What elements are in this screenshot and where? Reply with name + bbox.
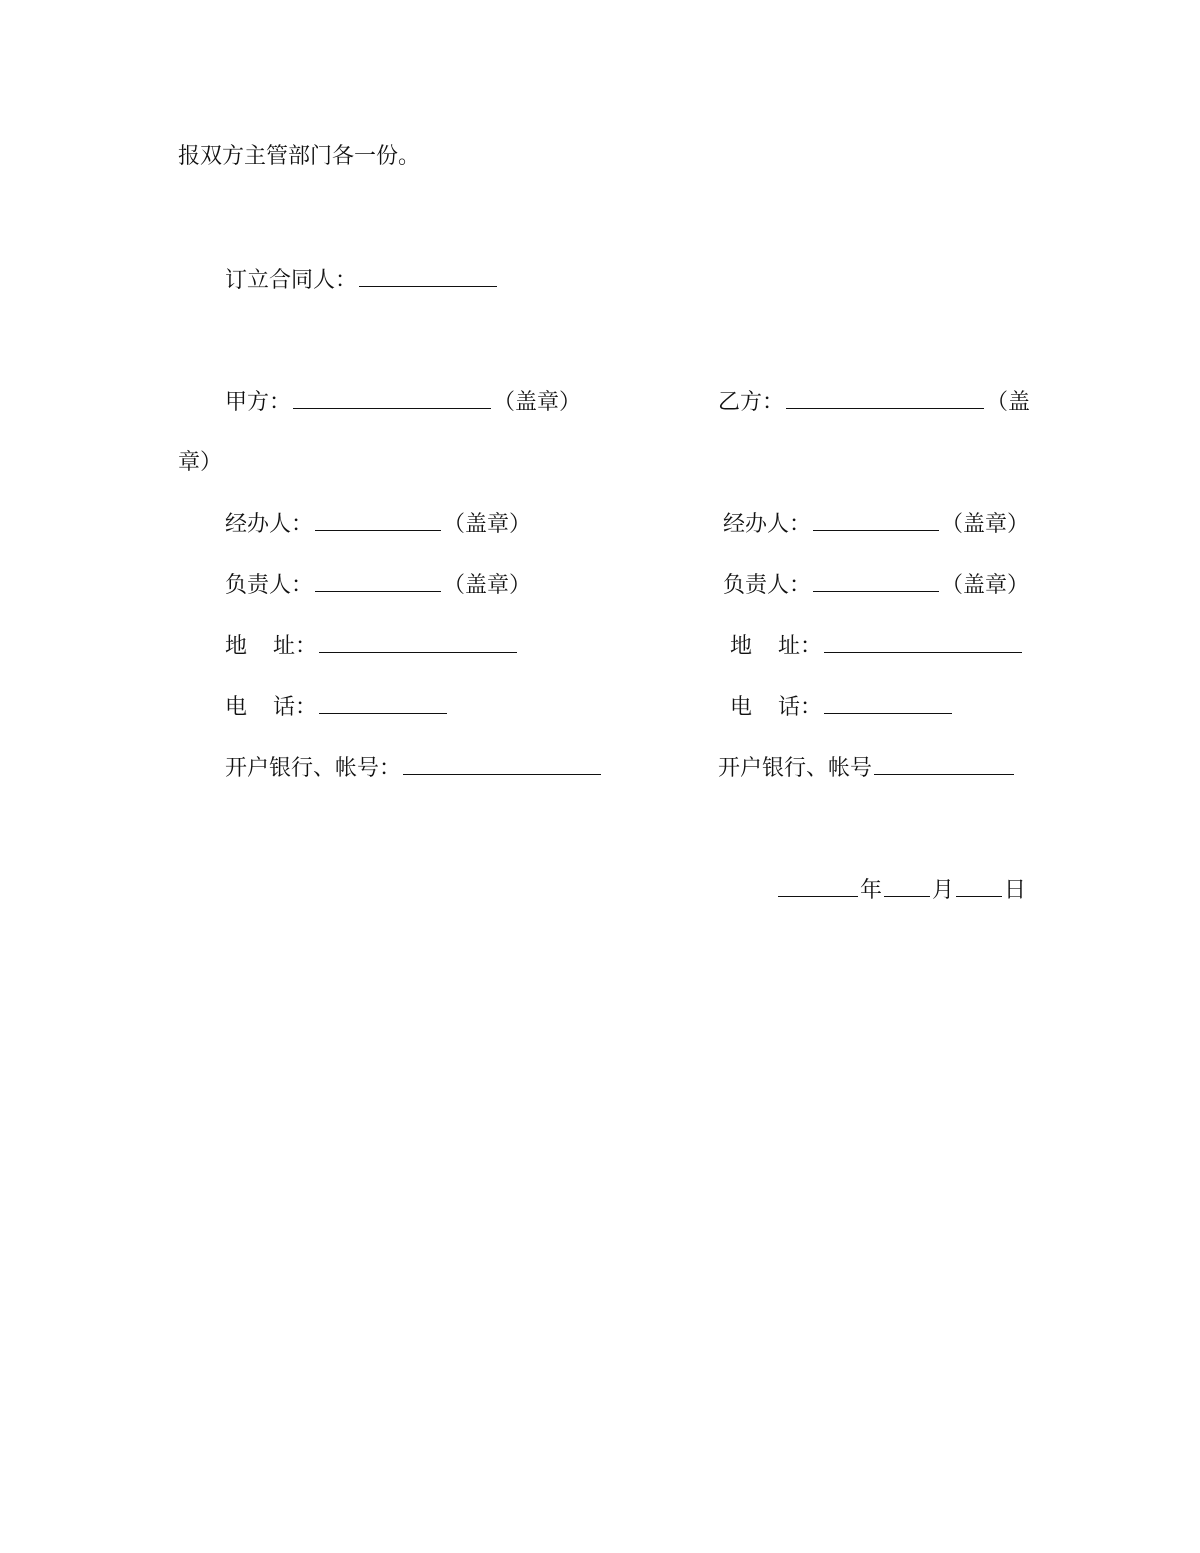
contract-signer-blank[interactable] <box>359 264 497 287</box>
date-year-blank[interactable] <box>778 874 858 897</box>
party-b-agent-label: 经办人： <box>723 512 812 537</box>
party-a-agent-blank[interactable] <box>315 508 441 531</box>
party-b-responsible-row <box>723 569 1029 601</box>
party-b-bank-row <box>718 752 1016 784</box>
body-continuation-text <box>178 142 420 172</box>
party-a-responsible-seal: （盖章） <box>443 573 532 598</box>
party-a-bank-blank[interactable] <box>403 752 601 775</box>
party-b-address-blank[interactable] <box>824 630 1022 653</box>
party-a-responsible-row <box>225 569 531 601</box>
party-b-label: 乙方： <box>718 390 785 415</box>
party-b-phone-blank[interactable] <box>824 691 952 714</box>
party-b-address-row <box>730 630 1024 662</box>
party-a-phone-char2: 话： <box>273 695 318 720</box>
date-month-blank[interactable] <box>884 874 930 897</box>
party-a-agent-seal: （盖章） <box>443 512 532 537</box>
date-row <box>776 874 1026 906</box>
continuation-text: 报双方主管部门各一份。 <box>178 144 421 169</box>
party-a-phone-blank[interactable] <box>319 691 447 714</box>
party-b-row <box>718 386 1030 418</box>
contract-signer-label: 订立合同人： <box>225 268 358 293</box>
date-month-label: 月 <box>932 878 955 903</box>
party-b-address-char2: 址： <box>778 634 823 659</box>
party-b-responsible-label: 负责人： <box>723 573 812 598</box>
party-a-address-char2: 址： <box>273 634 318 659</box>
party-b-phone-char1: 电 <box>730 695 753 720</box>
party-b-bank-label: 开户银行、帐号 <box>718 756 873 781</box>
party-b-phone-char2: 话： <box>778 695 823 720</box>
party-b-seal-part2: 章） <box>178 450 223 475</box>
party-a-responsible-label: 负责人： <box>225 573 314 598</box>
party-a-seal: （盖章） <box>493 390 582 415</box>
party-b-blank[interactable] <box>786 386 984 409</box>
party-b-agent-seal: （盖章） <box>941 512 1030 537</box>
party-b-responsible-seal: （盖章） <box>941 573 1030 598</box>
party-a-label: 甲方： <box>225 390 292 415</box>
party-b-agent-blank[interactable] <box>813 508 939 531</box>
party-b-phone-row <box>730 691 954 723</box>
contract-signer-row <box>225 264 499 296</box>
party-a-address-row <box>225 630 519 662</box>
party-a-agent-row <box>225 508 531 540</box>
party-a-responsible-blank[interactable] <box>315 569 441 592</box>
party-b-responsible-blank[interactable] <box>813 569 939 592</box>
party-a-bank-label: 开户银行、帐号： <box>225 756 402 781</box>
party-a-phone-char1: 电 <box>225 695 248 720</box>
party-a-blank[interactable] <box>293 386 491 409</box>
party-b-address-char1: 地 <box>730 634 753 659</box>
party-a-bank-row <box>225 752 603 784</box>
date-year-label: 年 <box>860 878 883 903</box>
party-b-seal-wrap-row <box>178 448 222 478</box>
party-b-bank-blank[interactable] <box>874 752 1014 775</box>
date-day-label: 日 <box>1004 878 1027 903</box>
party-b-agent-row <box>723 508 1029 540</box>
party-a-address-blank[interactable] <box>319 630 517 653</box>
party-a-address-char1: 地 <box>225 634 248 659</box>
party-a-phone-row <box>225 691 449 723</box>
party-a-row <box>225 386 581 418</box>
date-day-blank[interactable] <box>956 874 1002 897</box>
party-b-seal-part1: （盖 <box>986 390 1031 415</box>
party-a-agent-label: 经办人： <box>225 512 314 537</box>
